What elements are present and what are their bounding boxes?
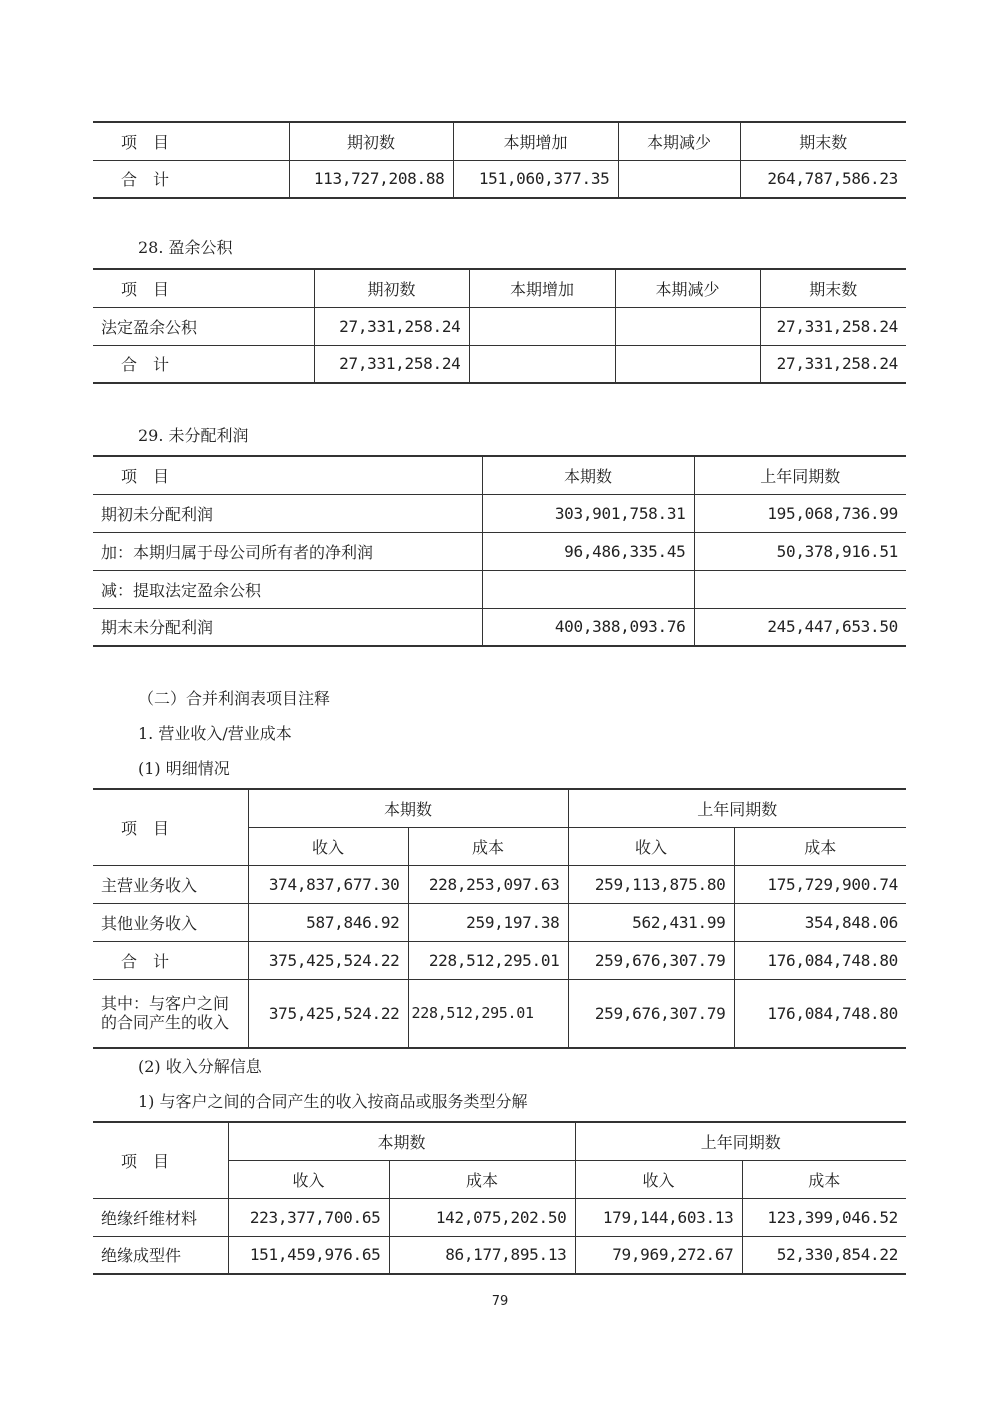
header-cost: 成本 [742, 1160, 906, 1198]
table-row [93, 1236, 906, 1274]
undistributed-profit-table [93, 455, 906, 647]
header-item: 项 目 [93, 789, 248, 865]
cell-value: 259,113,875.80 [568, 865, 734, 903]
header-revenue: 收入 [248, 827, 408, 865]
cell-value: 245,447,653.50 [694, 608, 906, 646]
cell-value [618, 160, 740, 198]
revenue-by-product-table [93, 1121, 906, 1275]
cell-value [615, 307, 760, 345]
header-opening: 期初数 [289, 122, 453, 160]
cell-value: 259,676,307.79 [568, 941, 734, 979]
header-closing: 期末数 [740, 122, 906, 160]
cell-value: 354,848.06 [734, 903, 906, 941]
header-current-period: 本期数 [248, 789, 568, 827]
cell-value: 179,144,603.13 [575, 1198, 742, 1236]
cell-value: 175,729,900.74 [734, 865, 906, 903]
row-label: 绝缘纤维材料 [93, 1198, 228, 1236]
cell-value: 375,425,524.22 [248, 941, 408, 979]
header-increase: 本期增加 [453, 122, 618, 160]
cell-value: 27,331,258.24 [760, 345, 906, 383]
cell-value: 259,197.38 [408, 903, 568, 941]
table-row [93, 865, 906, 903]
table-header-row [93, 269, 906, 307]
header-revenue: 收入 [575, 1160, 742, 1198]
cell-value: 96,486,335.45 [482, 532, 694, 570]
header-cost: 成本 [408, 827, 568, 865]
header-cost: 成本 [734, 827, 906, 865]
header-decrease: 本期减少 [615, 269, 760, 307]
cell-value [469, 345, 615, 383]
revenue-cost-detail-table [93, 788, 906, 1049]
header-opening: 期初数 [314, 269, 469, 307]
cell-value: 151,060,377.35 [453, 160, 618, 198]
cell-value: 400,388,093.76 [482, 608, 694, 646]
table-row [93, 570, 906, 608]
table-row [93, 532, 906, 570]
section-2-sub1-1: (1) 明细情况 [138, 759, 230, 778]
cell-value: 27,331,258.24 [314, 345, 469, 383]
row-label: 主营业务收入 [93, 865, 248, 903]
section-2-title: （二）合并利润表项目注释 [138, 689, 331, 708]
table-row [93, 345, 906, 383]
header-prior-period: 上年同期数 [568, 789, 906, 827]
table-header-row [93, 456, 906, 494]
header-item: 项 目 [93, 1122, 228, 1198]
cell-value [694, 570, 906, 608]
section-2-sub1: 1. 营业收入/营业成本 [138, 724, 292, 743]
capital-reserve-total-table [93, 121, 906, 199]
cell-value: 151,459,976.65 [228, 1236, 389, 1274]
cell-value: 228,512,295.01 [408, 941, 568, 979]
table-row [93, 979, 906, 1048]
cell-value: 374,837,677.30 [248, 865, 408, 903]
cell-value: 223,377,700.65 [228, 1198, 389, 1236]
cell-value: 264,787,586.23 [740, 160, 906, 198]
header-prior: 上年同期数 [694, 456, 906, 494]
table-row [93, 1198, 906, 1236]
cell-value [615, 345, 760, 383]
row-label: 其中：与客户之间的合同产生的收入 [93, 979, 248, 1048]
header-item: 项 目 [93, 269, 314, 307]
surplus-reserve-table [93, 268, 906, 384]
table-row [93, 160, 906, 198]
header-item: 项 目 [93, 122, 289, 160]
row-label: 合 计 [93, 345, 314, 383]
section-2-sub1-2-1: 1) 与客户之间的合同产生的收入按商品或服务类型分解 [138, 1092, 528, 1111]
cell-value: 142,075,202.50 [389, 1198, 575, 1236]
row-label: 合 计 [93, 160, 289, 198]
row-label: 加：本期归属于母公司所有者的净利润 [93, 532, 482, 570]
table-row [93, 608, 906, 646]
cell-value: 27,331,258.24 [314, 307, 469, 345]
row-label: 法定盈余公积 [93, 307, 314, 345]
header-item: 项 目 [93, 456, 482, 494]
section-28-title: 28. 盈余公积 [138, 238, 233, 257]
cell-value: 228,253,097.63 [408, 865, 568, 903]
cell-value: 259,676,307.79 [568, 979, 734, 1048]
header-closing: 期末数 [760, 269, 906, 307]
cell-value: 562,431.99 [568, 903, 734, 941]
cell-value: 228,512,295.01 [408, 979, 568, 1048]
cell-value: 195,068,736.99 [694, 494, 906, 532]
row-label: 期末未分配利润 [93, 608, 482, 646]
cell-value: 86,177,895.13 [389, 1236, 575, 1274]
page-number: 79 [491, 1294, 509, 1309]
header-current: 本期数 [482, 456, 694, 494]
table-header-row [93, 1122, 906, 1160]
cell-value: 123,399,046.52 [742, 1198, 906, 1236]
row-label: 期初未分配利润 [93, 494, 482, 532]
cell-value: 52,330,854.22 [742, 1236, 906, 1274]
table-header-row [93, 789, 906, 827]
cell-value: 50,378,916.51 [694, 532, 906, 570]
cell-value: 303,901,758.31 [482, 494, 694, 532]
row-label: 减：提取法定盈余公积 [93, 570, 482, 608]
table-row [93, 941, 906, 979]
cell-value: 587,846.92 [248, 903, 408, 941]
cell-value: 113,727,208.88 [289, 160, 453, 198]
header-prior-period: 上年同期数 [575, 1122, 906, 1160]
table-row [93, 494, 906, 532]
cell-value [482, 570, 694, 608]
row-label: 其他业务收入 [93, 903, 248, 941]
header-cost: 成本 [389, 1160, 575, 1198]
table-row [93, 307, 906, 345]
row-label: 绝缘成型件 [93, 1236, 228, 1274]
header-revenue: 收入 [568, 827, 734, 865]
header-current-period: 本期数 [228, 1122, 575, 1160]
header-revenue: 收入 [228, 1160, 389, 1198]
cell-value: 375,425,524.22 [248, 979, 408, 1048]
cell-value: 27,331,258.24 [760, 307, 906, 345]
cell-value: 176,084,748.80 [734, 941, 906, 979]
table-header-row [93, 122, 906, 160]
row-label: 合 计 [93, 941, 248, 979]
section-2-sub1-2: (2) 收入分解信息 [138, 1057, 262, 1076]
cell-value [469, 307, 615, 345]
cell-value: 176,084,748.80 [734, 979, 906, 1048]
section-29-title: 29. 未分配利润 [138, 426, 249, 445]
cell-value: 79,969,272.67 [575, 1236, 742, 1274]
header-increase: 本期增加 [469, 269, 615, 307]
header-decrease: 本期减少 [618, 122, 740, 160]
table-row [93, 903, 906, 941]
